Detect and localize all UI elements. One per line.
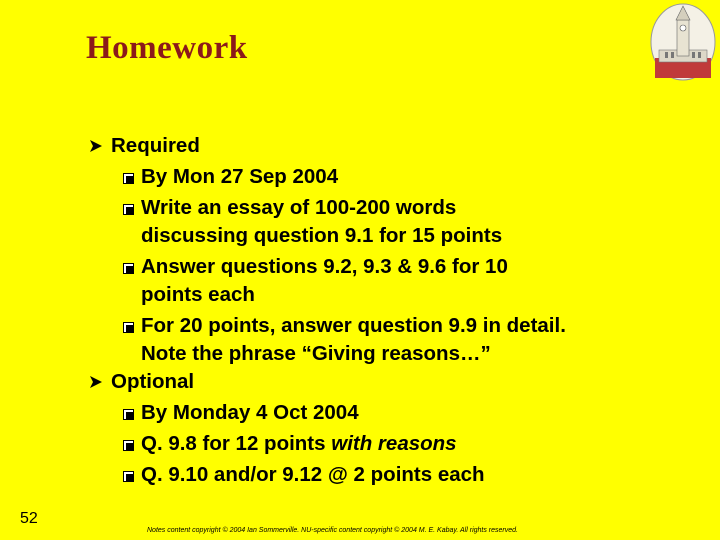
required-item-text: By Mon 27 Sep 2004	[141, 165, 339, 188]
slide-title: Homework	[86, 30, 248, 66]
required-item-text: Write an essay of 100-200 words	[141, 196, 457, 219]
required-item-text: For 20 points, answer question 9.9 in detail.	[141, 314, 566, 337]
required-item-continuation: discussing question 9.1 for 15 points	[141, 224, 503, 247]
required-item-text: Answer questions 9.2, 9.3 & 9.6 for 10	[141, 255, 508, 278]
optional-item-text	[141, 430, 709, 458]
optional-item-italic: with reasons	[331, 432, 457, 455]
square-bullet-icon	[123, 263, 134, 274]
required-item	[89, 312, 709, 368]
slide-number: 52	[20, 510, 38, 527]
square-bullet-icon	[123, 409, 134, 420]
optional-item-text: Q. 9.10 and/or 9.12 @ 2 points each	[141, 463, 485, 486]
bullet-required	[89, 132, 709, 160]
copyright-footer: Notes content copyright © 2004 Ian Sommerville. NU-specific content copyright © 2004 M. E. Kabay. All rights reserved.	[147, 527, 518, 534]
square-bullet-icon	[123, 440, 134, 451]
optional-item	[89, 399, 709, 427]
square-bullet-icon	[123, 471, 134, 482]
clock-tower-logo-icon	[645, 0, 720, 86]
required-item-continuation: Note the phrase “Giving reasons…”	[141, 342, 491, 365]
arrow-bullet-icon	[89, 139, 103, 153]
optional-item-text: By Monday 4 Oct 2004	[141, 401, 359, 424]
required-item-continuation: points each	[141, 283, 255, 306]
optional-item-main: Q. 9.8 for 12 points	[141, 432, 332, 455]
arrow-bullet-icon	[89, 375, 103, 389]
square-bullet-icon	[123, 173, 134, 184]
square-bullet-icon	[123, 322, 134, 333]
required-item	[89, 194, 709, 250]
slide-content	[89, 132, 709, 489]
square-bullet-icon	[123, 204, 134, 215]
required-item	[89, 253, 709, 309]
required-heading: Required	[111, 134, 200, 157]
optional-heading: Optional	[111, 370, 195, 393]
optional-item	[89, 430, 709, 458]
required-item	[89, 163, 709, 191]
optional-item	[89, 461, 709, 489]
bullet-optional	[89, 368, 709, 396]
